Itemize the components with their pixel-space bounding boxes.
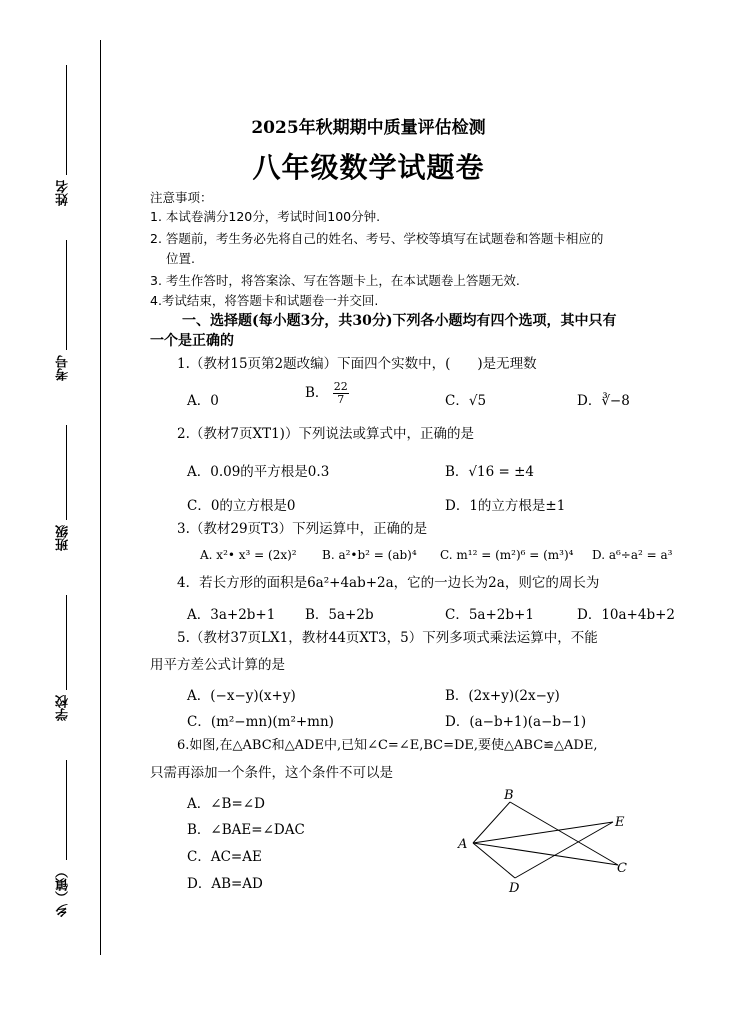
class-field (50, 425, 74, 575)
name-field (50, 65, 74, 215)
note-item: 2. 答题前，考生务必先将自己的姓名、考号、学校等填写在试题卷和答题卡相应的 (150, 231, 604, 246)
q3-option-d: D. a⁶÷a² = a³ (592, 548, 673, 562)
q1-option-c (445, 389, 486, 409)
q6-stem: 6.如图,在△ABC和△ADE中,已知∠C=∠E,BC=DE,要使△ABC≌△ADE, (177, 738, 598, 753)
q5-option-b: B．(2x+y)(2x−y) (445, 688, 560, 704)
name-label: 姓名 (56, 180, 71, 206)
exam-subtitle: 八年级数学试题卷 (252, 151, 485, 184)
q5-option-c: C．(m²−mn)(m²+mn) (187, 714, 334, 730)
note-item: 位置. (166, 251, 195, 266)
q6-option-c: C．AC=AE (187, 849, 262, 865)
exam-no-underline (66, 240, 67, 350)
q1-option-c-expr: √5 (468, 393, 487, 409)
point-a-label: A (458, 837, 468, 852)
town-field (50, 760, 74, 930)
school-underline (66, 595, 67, 690)
q4-option-d: D．10a+4b+2 (577, 607, 675, 623)
class-label: 班级 (56, 525, 71, 551)
class-underline (66, 425, 67, 520)
section-heading-cont: 一个是正确的 (150, 333, 234, 349)
school-label: 学校 (56, 695, 71, 721)
q3-stem: 3.（教材29页T3）下列运算中，正确的是 (177, 521, 428, 537)
q5-stem-cont: 用平方差公式计算的是 (150, 657, 285, 673)
q2-option-a: A．0.09的平方根是0.3 (187, 464, 330, 480)
exam-title: 2025年秋期期中质量评估检测 (251, 118, 486, 138)
triangle-figure (450, 785, 640, 900)
q5-stem: 5.（教材37页LX1，教材44页XT3，5）下列多项式乘法运算中，不能 (177, 630, 598, 646)
notes-heading: 注意事项： (150, 190, 213, 205)
q2-option-c: C．0的立方根是0 (187, 498, 296, 514)
q2-option-d: D．1的立方根是±1 (445, 498, 566, 514)
point-d-label: D (509, 881, 520, 896)
point-b-label: B (504, 788, 514, 803)
q1-option-d-expr: ∛−8 (601, 393, 630, 409)
exam-no-field (50, 240, 74, 390)
note-item: 3. 考生作答时，将答案涂、写在答题卡上，在本试题卷上答题无效. (150, 273, 520, 288)
town-underline (66, 760, 67, 860)
note-item: 1. 本试卷满分120分，考试时间100分钟. (150, 209, 381, 224)
segment-AE (473, 822, 613, 843)
segment-BC (510, 802, 618, 865)
q5-option-a: A．(−x−y)(x+y) (187, 688, 296, 704)
school-field (50, 595, 74, 745)
q1-stem: 1.（教材15页第2题改编）下面四个实数中，( )是无理数 (177, 356, 537, 372)
q4-option-a: A．3a+2b+1 (187, 607, 276, 623)
q1-option-a: A．0 (187, 393, 219, 409)
segment-AB (473, 802, 510, 843)
note-item: 4.考试结束，将答题卡和试题卷一并交回. (150, 293, 379, 308)
q3-option-c: C. m¹² = (m²)⁶ = (m³)⁴ (440, 548, 574, 562)
town-label: 乡（镇） (56, 865, 71, 917)
q1-option-b-label: B． (305, 385, 329, 401)
q1-option-d-label: D． (577, 393, 602, 409)
q6-option-d: D．AB=AD (187, 876, 263, 892)
section-heading: 一、选择题(每小题3分，共30分)下列各小题均有四个选项，其中只有 (182, 313, 617, 329)
exam-no-label: 考号 (56, 355, 71, 381)
q6-stem-cont: 只需再添加一个条件，这个条件不可以是 (150, 765, 393, 781)
q3-option-b: B. a²•b² = (ab)⁴ (322, 548, 417, 562)
fraction-numerator: 22 (333, 380, 348, 393)
q4-stem: 4．若长方形的面积是6a²+4ab+2a，它的一边长为2a，则它的周长为 (177, 575, 600, 591)
q1-option-c-label: C． (445, 393, 469, 409)
q4-option-c: C．5a+2b+1 (445, 607, 534, 623)
fraction (333, 381, 349, 406)
q6-option-a: A．∠B=∠D (187, 796, 265, 812)
q1-option-b (305, 381, 349, 406)
fraction-denominator: 7 (337, 393, 345, 406)
q3-option-a: A. x²• x³ = (2x)² (200, 548, 297, 562)
q5-option-d: D．(a−b+1)(a−b−1) (445, 714, 587, 730)
point-c-label: C (617, 861, 627, 876)
q4-option-b: B．5a+2b (305, 607, 374, 623)
point-e-label: E (615, 815, 625, 830)
segment-DE (515, 822, 613, 878)
q6-option-b: B．∠BAE=∠DAC (187, 822, 305, 838)
q2-stem: 2.（教材7页XT1)）下列说法或算式中，正确的是 (177, 426, 474, 442)
q1-option-d (577, 389, 630, 409)
q2-option-b: B．√16 = ±4 (445, 464, 534, 480)
